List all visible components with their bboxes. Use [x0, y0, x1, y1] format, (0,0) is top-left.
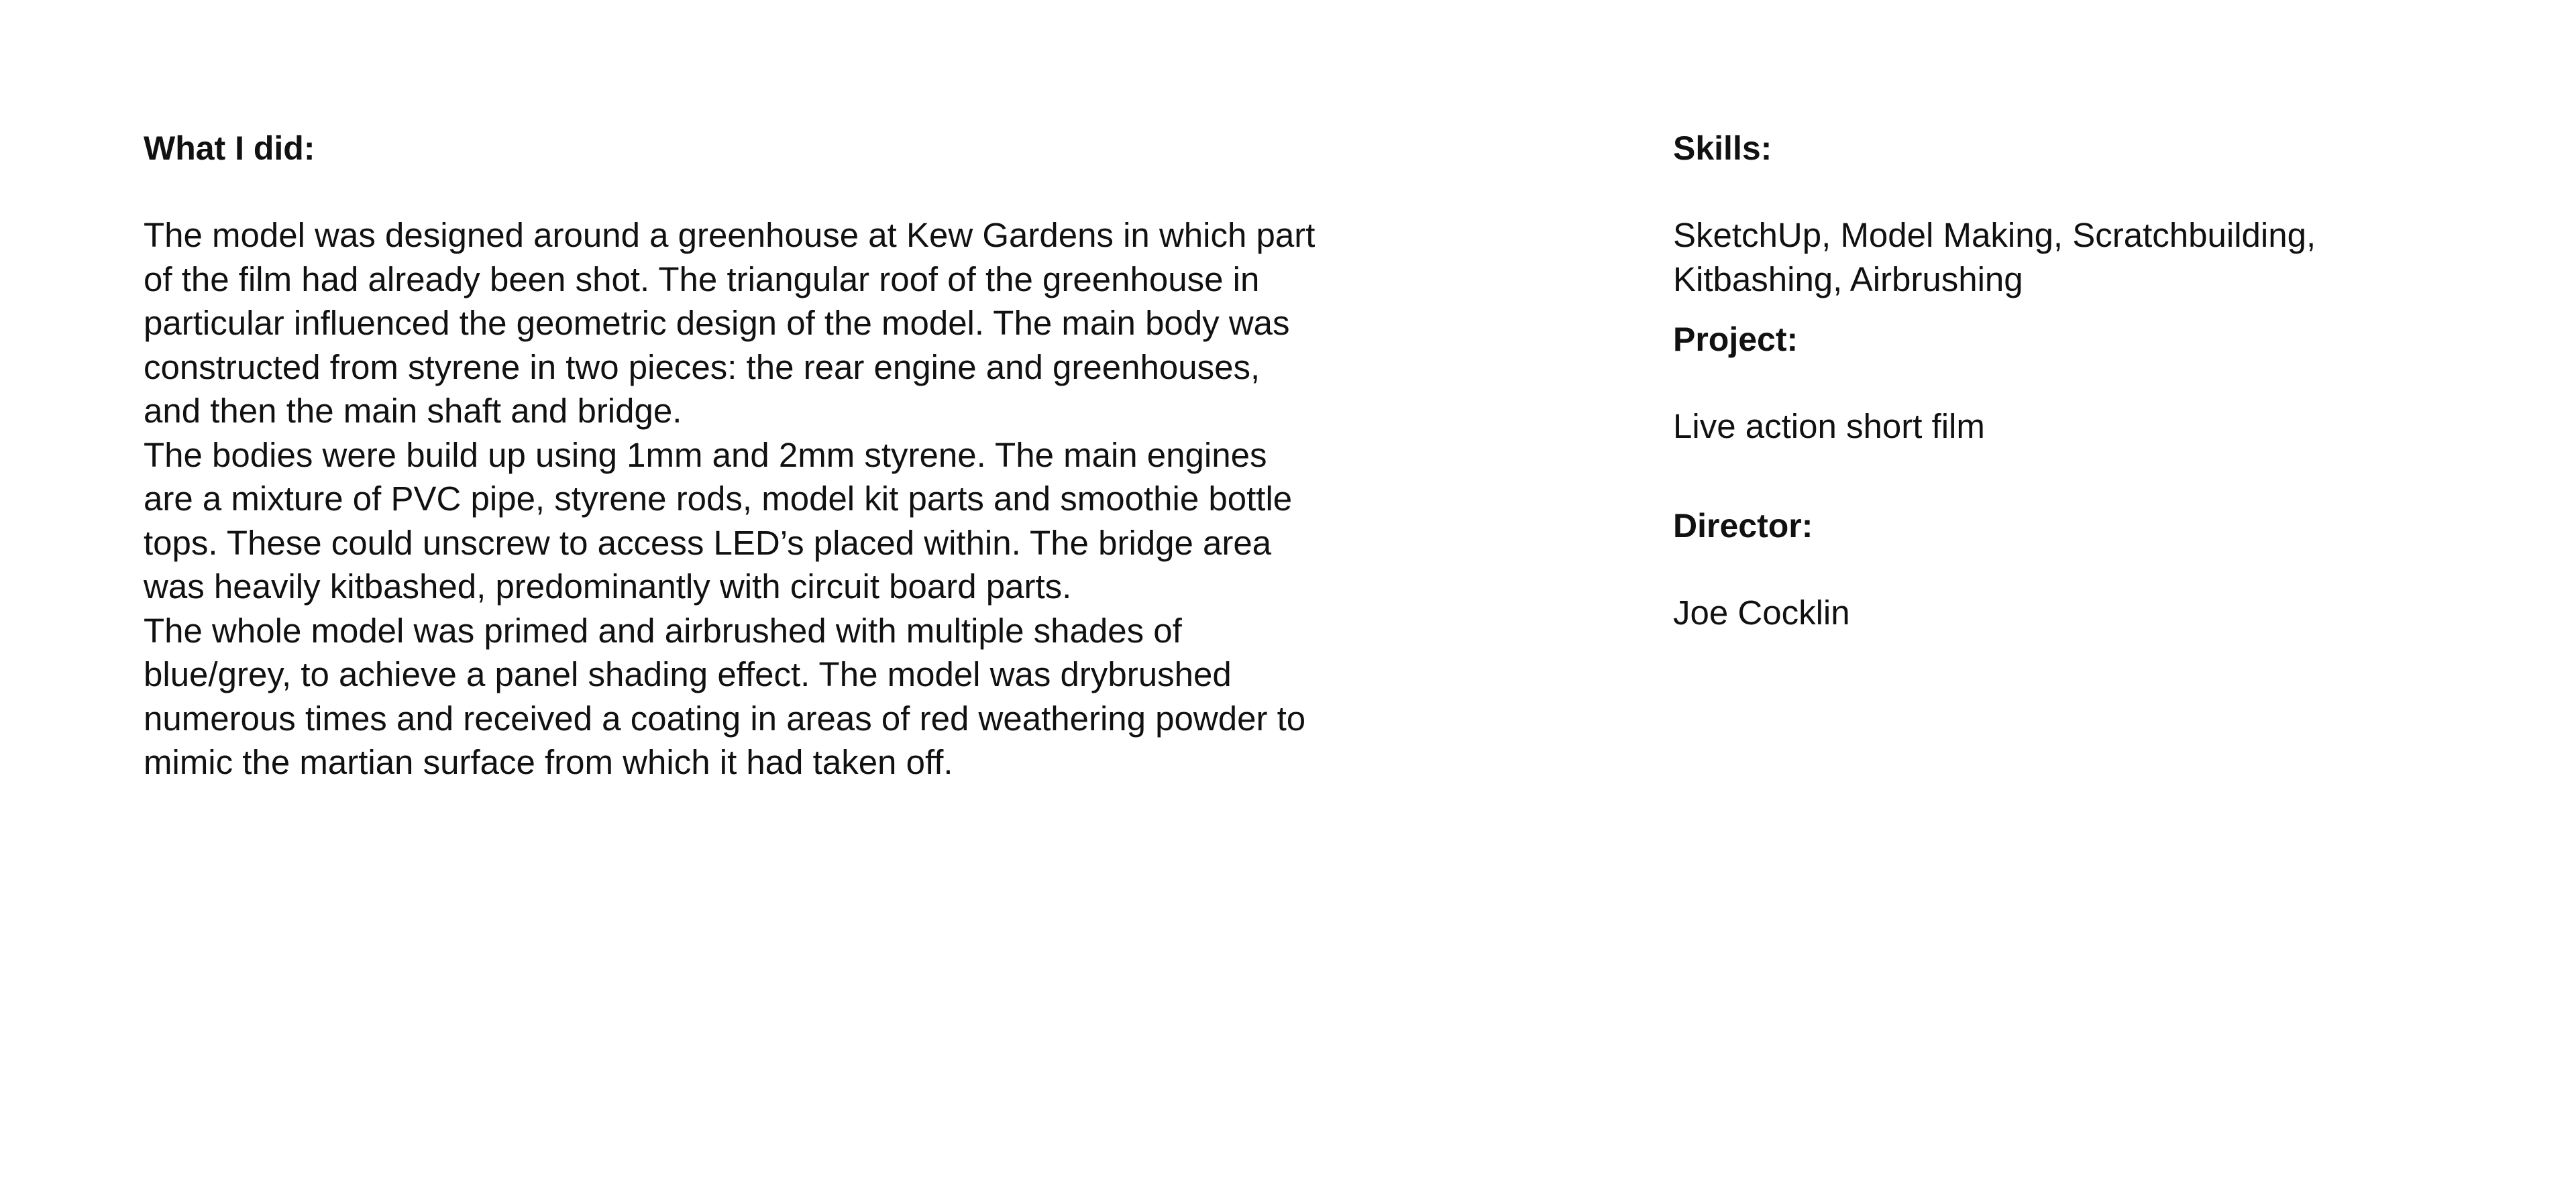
what-i-did-heading: What I did: — [144, 129, 315, 167]
details-section — [1673, 126, 2411, 634]
director-heading: Director: — [1673, 506, 1813, 545]
project-heading: Project: — [1673, 321, 1799, 358]
what-i-did-paragraph: The whole model was primed and airbrushed with multiple shades of blue/grey, to achieve a panel shading effect. The model was drybrushed numerous times and received a coating in areas of red weathering powder to mimic the martian surface from which it had taken off. — [144, 611, 1306, 781]
what-i-did-paragraph: The model was designed around a greenhouse at Kew Gardens in which part of the film had already been shot. The triangular roof of the greenhouse in particular influenced the geometric design of the model. The main body was constructed from styrene in two pieces: the rear engine and greenhouses, and then the main shaft and bridge. — [144, 216, 1316, 430]
skills-heading: Skills: — [1673, 129, 1772, 167]
project-value: Live action short film — [1673, 407, 1985, 445]
what-i-did-section — [144, 126, 1324, 785]
what-i-did-paragraph: The bodies were build up using 1mm and 2mm styrene. The main engines are a mixture of PVC pipe, styrene rods, model kit parts and smoothie bottle tops. These could unscrew to access LED’s placed within. The bridge area was heavily kitbashed, predominantly with circuit board parts. — [144, 435, 1293, 606]
director-value: Joe Cocklin — [1673, 593, 1850, 632]
what-i-did-body — [144, 213, 1324, 785]
skills-value: SketchUp, Model Making, Scratchbuilding, Kitbashing, Airbrushing — [1673, 216, 2316, 298]
